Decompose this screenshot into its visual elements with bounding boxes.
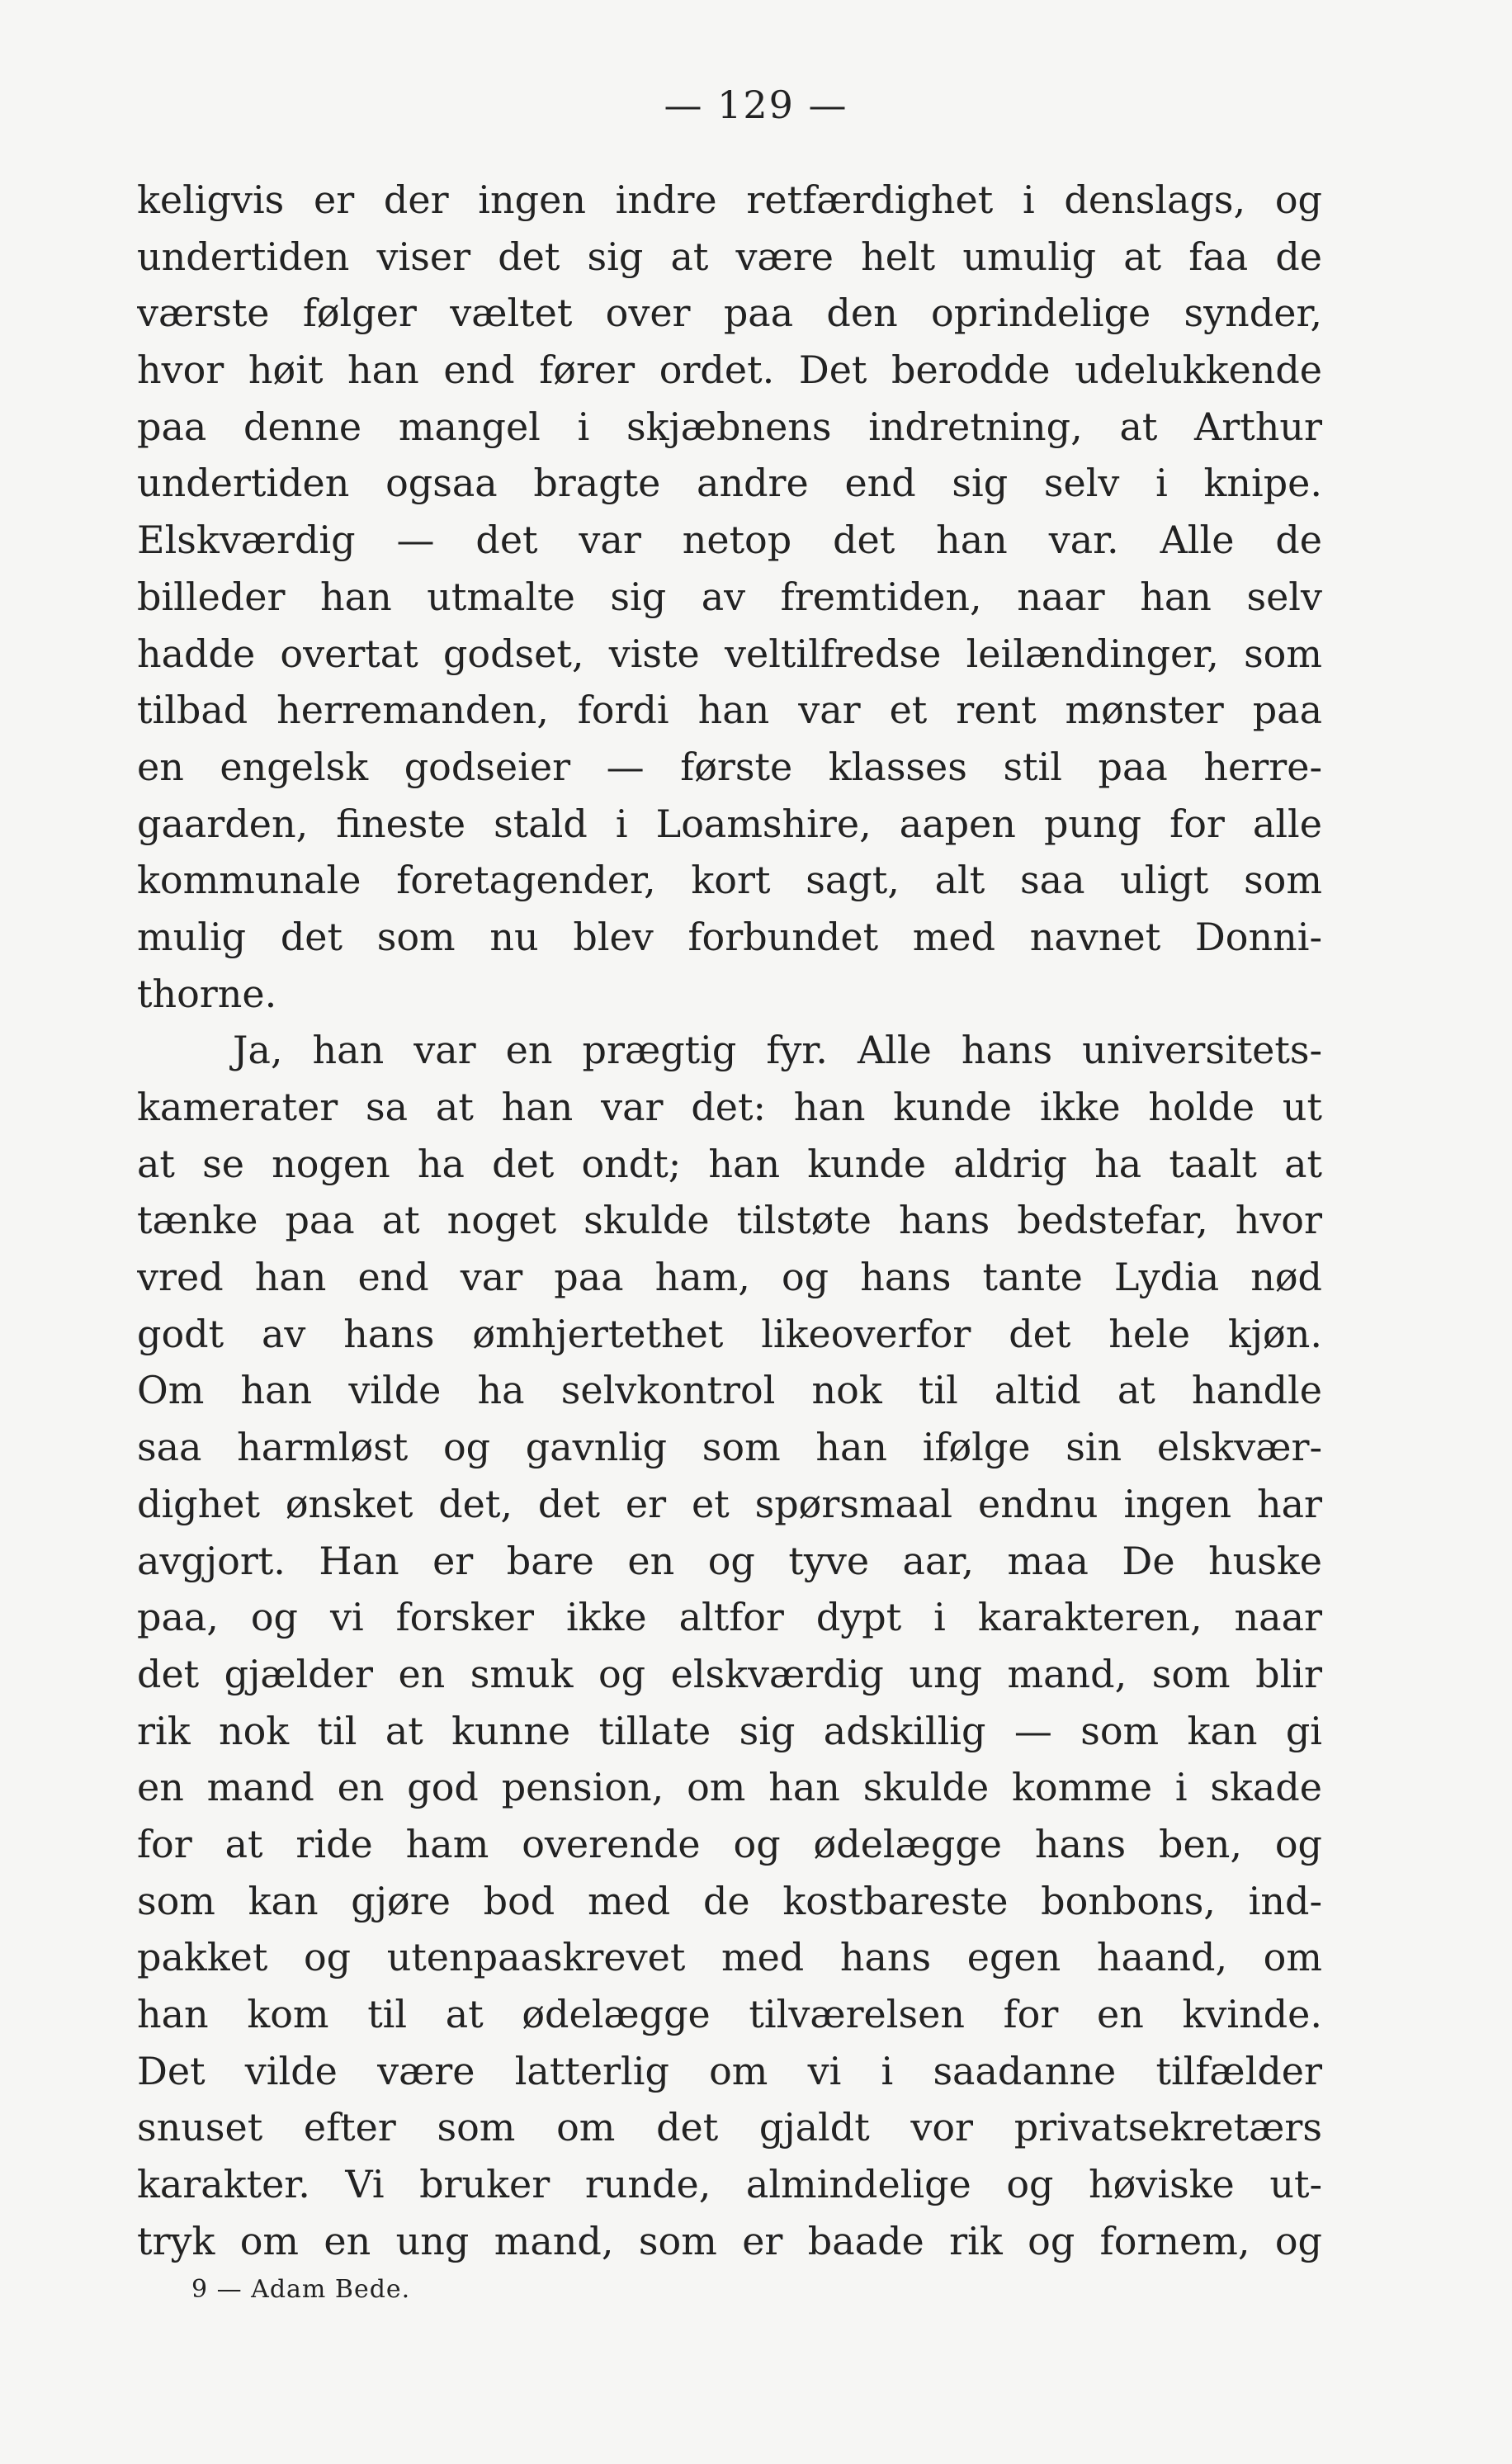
text-line: tilbad herremanden, fordi han var et rent mønster paa — [137, 688, 1322, 733]
text-line: vred han end var paa ham, og hans tante Lydia nød — [137, 1255, 1322, 1300]
text-line: paa denne mangel i skjæbnens indretning, at Arthur — [137, 404, 1322, 449]
text-line: keligvis er der ingen indre retfærdighet i denslags, og — [137, 177, 1322, 222]
text-line: at se nogen ha det ondt; han kunde aldrig ha taalt at — [137, 1141, 1322, 1186]
text-line: undertiden viser det sig at være helt umulig at faa de — [137, 234, 1322, 279]
text-line: kamerater sa at han var det: han kunde ikke holde ut — [137, 1085, 1322, 1129]
text-line: karakter. Vi bruker runde, almindelige og høviske ut- — [137, 2162, 1322, 2207]
text-line: snuset efter som om det gjaldt vor privatsekretærs — [137, 2105, 1322, 2150]
text-line: rik nok til at kunne tillate sig adskillig — som kan gi — [137, 1708, 1322, 1753]
text-line: for at ride ham overende og ødelægge hans ben, og — [137, 1821, 1322, 1866]
text-line: Elskværdig — det var netop det han var. Alle de — [137, 518, 1322, 563]
text-line: det gjælder en smuk og elskværdig ung mand, som blir — [137, 1651, 1322, 1696]
text-line: billeder han utmalte sig av fremtiden, naar han selv — [137, 574, 1322, 619]
text-line: mulig det som nu blev forbundet med navnet Donni- — [137, 914, 1322, 959]
body-text — [137, 172, 1322, 2269]
text-line: Ja, han var en prægtig fyr. Alle hans universitets- — [233, 1028, 1322, 1073]
text-line: tryk om en ung mand, som er baade rik og fornem, og — [137, 2218, 1322, 2263]
text-line: pakket og utenpaaskrevet med hans egen haand, om — [137, 1935, 1322, 1980]
page-number: — 129 — — [664, 83, 848, 127]
text-line: tænke paa at noget skulde tilstøte hans bedstefar, hvor — [137, 1198, 1322, 1243]
text-line: en mand en god pension, om han skulde komme i skade — [137, 1765, 1322, 1810]
text-line: hadde overtat godset, viste veltilfredse leilændinger, som — [137, 631, 1322, 676]
text-line: avgjort. Han er bare en og tyve aar, maa De huske — [137, 1538, 1322, 1583]
text-line: som kan gjøre bod med de kostbareste bonbons, ind- — [137, 1878, 1322, 1923]
text-line: han kom til at ødelægge tilværelsen for en kvinde. — [137, 1992, 1322, 2036]
text-line: kommunale foretagender, kort sagt, alt saa uligt som — [137, 858, 1322, 903]
text-line: Om han vilde ha selvkontrol nok til altid at handle — [137, 1368, 1322, 1413]
text-line: gaarden, fineste stald i Loamshire, aapen pung for alle — [137, 801, 1322, 846]
text-line: paa, og vi forsker ikke altfor dypt i karakteren, naar — [137, 1595, 1322, 1640]
text-line: Det vilde være latterlig om vi i saadanne tilfælder — [137, 2048, 1322, 2093]
signature-mark: 9 — Adam Bede. — [191, 2275, 411, 2304]
text-line: saa harmløst og gavnlig som han ifølge sin elskvær- — [137, 1425, 1322, 1470]
text-line: hvor høit han end fører ordet. Det berodde udelukkende — [137, 348, 1322, 393]
text-line: dighet ønsket det, det er et spørsmaal endnu ingen har — [137, 1481, 1322, 1526]
text-line: en engelsk godseier — første klasses stil paa herre- — [137, 744, 1322, 789]
text-line: undertiden ogsaa bragte andre end sig selv i knipe. — [137, 461, 1322, 506]
text-line: godt av hans ømhjertethet likeoverfor det hele kjøn. — [137, 1311, 1322, 1356]
text-line: thorne. — [137, 971, 277, 1016]
text-line: værste følger væltet over paa den oprindelige synder, — [137, 291, 1322, 336]
